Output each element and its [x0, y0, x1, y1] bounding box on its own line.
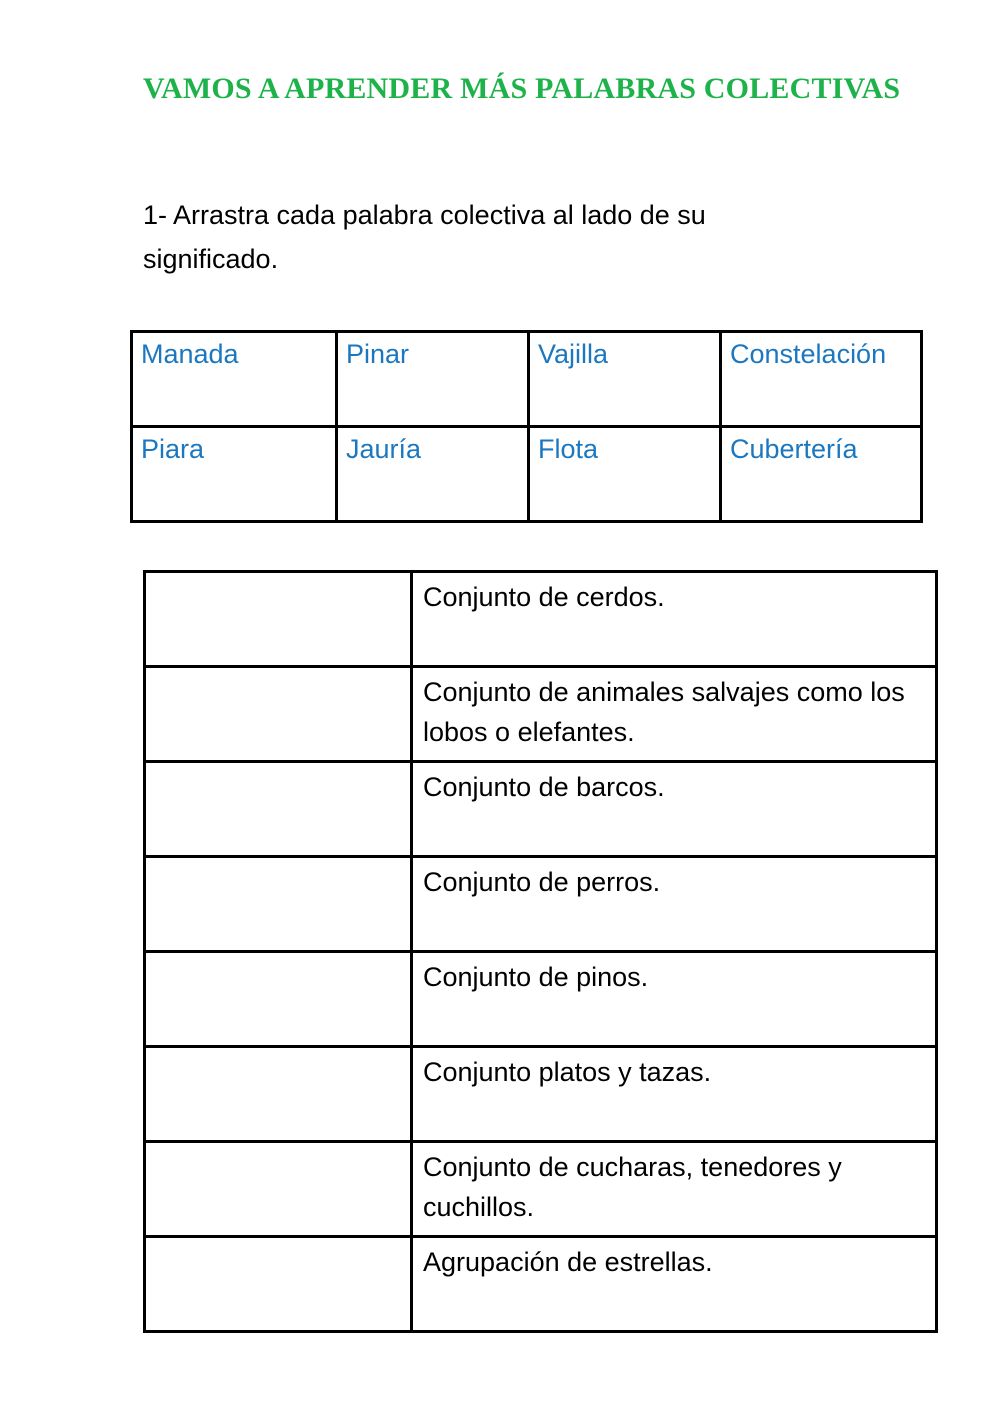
word-chip-constelacion[interactable]: Constelación	[721, 332, 922, 427]
instruction-text: 1- Arrastra cada palabra colectiva al lado de su significado.	[143, 200, 706, 274]
word-chip-cuberteria[interactable]: Cubertería	[721, 427, 922, 522]
match-row	[145, 572, 937, 667]
drop-slot[interactable]	[145, 1237, 412, 1332]
word-bank-row	[132, 332, 922, 427]
drop-slot[interactable]	[145, 1047, 412, 1142]
word-bank-table	[130, 330, 923, 523]
drop-slot[interactable]	[145, 572, 412, 667]
word-bank-row	[132, 427, 922, 522]
match-row	[145, 1237, 937, 1332]
definition-text: Conjunto de perros.	[412, 857, 937, 952]
drop-slot[interactable]	[145, 857, 412, 952]
match-row	[145, 1047, 937, 1142]
drop-slot[interactable]	[145, 952, 412, 1047]
definition-text: Conjunto de animales salvajes como los lobos o elefantes.	[412, 667, 937, 762]
definition-text: Agrupación de estrellas.	[412, 1237, 937, 1332]
definition-text: Conjunto platos y tazas.	[412, 1047, 937, 1142]
word-chip-manada[interactable]: Manada	[132, 332, 337, 427]
word-chip-jauria[interactable]: Jauría	[337, 427, 529, 522]
word-chip-vajilla[interactable]: Vajilla	[529, 332, 721, 427]
word-chip-piara[interactable]: Piara	[132, 427, 337, 522]
drop-slot[interactable]	[145, 762, 412, 857]
definition-text: Conjunto de pinos.	[412, 952, 937, 1047]
word-chip-pinar[interactable]: Pinar	[337, 332, 529, 427]
match-row	[145, 952, 937, 1047]
match-row	[145, 1142, 937, 1237]
match-row	[145, 667, 937, 762]
drop-slot[interactable]	[145, 1142, 412, 1237]
worksheet-title: VAMOS A APRENDER MÁS PALABRAS COLECTIVAS	[143, 72, 901, 105]
definition-text: Conjunto de cerdos.	[412, 572, 937, 667]
word-chip-flota[interactable]: Flota	[529, 427, 721, 522]
drop-slot[interactable]	[145, 667, 412, 762]
definition-text: Conjunto de barcos.	[412, 762, 937, 857]
match-row	[145, 857, 937, 952]
matching-table	[143, 570, 938, 1333]
definition-text: Conjunto de cucharas, tenedores y cuchillos.	[412, 1142, 937, 1237]
match-row	[145, 762, 937, 857]
